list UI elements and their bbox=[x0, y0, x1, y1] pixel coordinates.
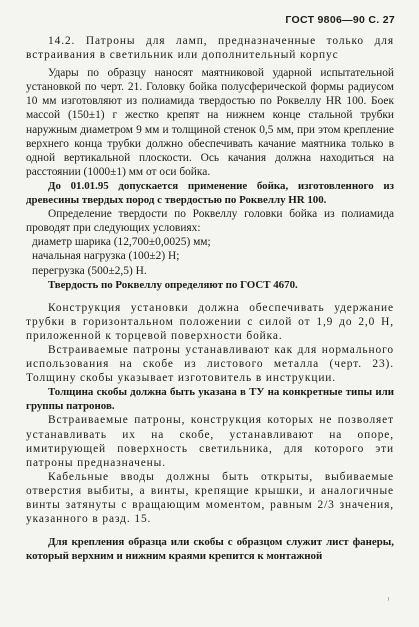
note-paragraph: Для крепления образца или скобы с образцом служит лист фанеры, который верхним и нижним краями крепится к монтажной bbox=[26, 536, 394, 563]
paragraph: Определение твердости по Роквеллу головки бойка из полиамида проводят при следующих условиях: bbox=[26, 208, 394, 235]
paragraph: Встраиваемые патроны устанавливают как для нормального использования на скобе из листового металла (черт. 23). Толщину скобы указывает изготовитель в инструкции. bbox=[26, 343, 394, 385]
paragraph: Встраиваемые патроны, конструкция которых не позволяет устанавливать их на скобе, устанавливают на опоре, имитирующей поверхность светильника, для которого эти патроны предназначены. bbox=[26, 414, 394, 469]
paragraph: Кабельные вводы должны быть открыты, выбиваемые отверстия выбиты, а винты, крепящие крышки, и аналогичные винты затянуты с вращающим моментом, равным 2/3 значения, указанного в разд. 15. bbox=[26, 470, 394, 526]
page-header: ГОСТ 9806—90 С. 27 bbox=[285, 14, 395, 26]
parameter-line: диаметр шарика (12,700±0,0025) мм; bbox=[32, 236, 211, 249]
note-paragraph: Твердость по Роквеллу определяют по ГОСТ 4670. bbox=[48, 278, 298, 291]
margin-mark: ˡ bbox=[387, 595, 389, 605]
paragraph: Конструкция установки должна обеспечивать удержание трубки в горизонтальном положении с силой от 1,9 до 2,0 Н, приложенной к торцевой поверхности бойка. bbox=[26, 301, 394, 342]
document-body bbox=[26, 34, 394, 563]
note-paragraph: До 01.01.95 допускается применение бойка, изготовленного из древесины твердых пород с твердостью по Роквеллу HR 100. bbox=[26, 179, 394, 207]
paragraph: Удары по образцу наносят маятниковой ударной испытательной установкой по черт. 21. Головку бойка полусферической формы радиусом 10 мм изготовляют из полиамида твердостью по Роквеллу HR 100. Боек массой (150±1) г жестко крепят на нижнем конце стальной трубки наружным диаметром 9 мм и толщиной стенок 0,5 мм, при этом крепление верхнего конца трубки должно обеспечивать качание маятника только в одной вертикальной плоскости. Ось качания должна находиться на расстоянии (1000±1) мм от оси бойка. bbox=[26, 67, 394, 178]
parameter-line: начальная нагрузка (100±2) Н; bbox=[32, 250, 180, 263]
note-paragraph: Толщина скобы должна быть указана в ТУ на конкретные типы или группы патронов. bbox=[26, 386, 394, 413]
section-heading: 14.2. Патроны для ламп, предназначенные только для встраивания в светильник или дополнительный корпус bbox=[26, 35, 394, 62]
parameter-line: перегрузка (500±2,5) Н. bbox=[32, 264, 147, 277]
